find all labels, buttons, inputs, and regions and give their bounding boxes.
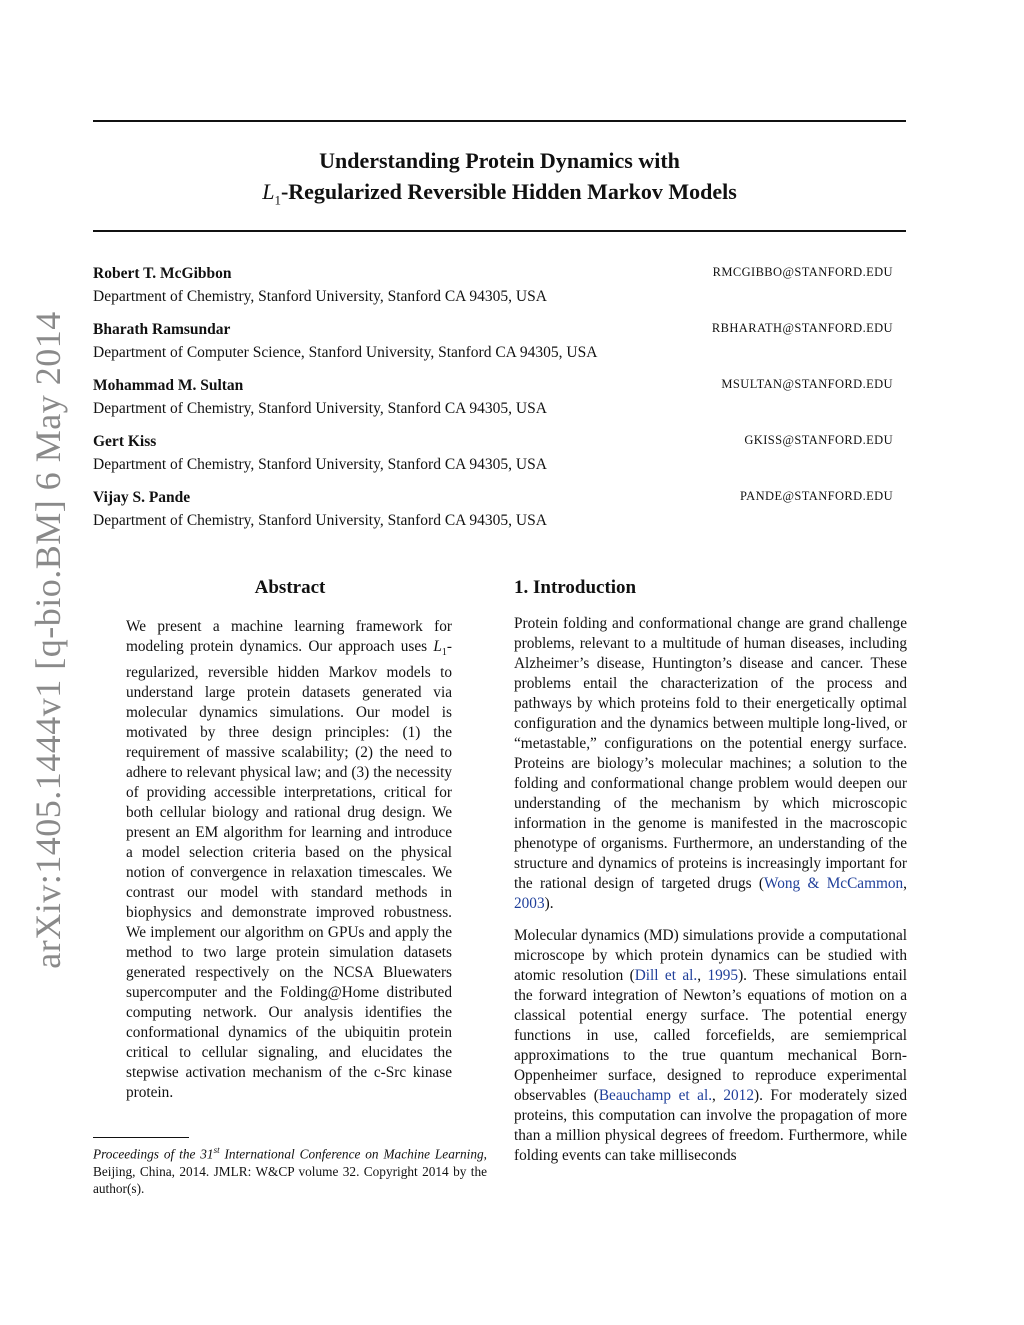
title-rule-bottom bbox=[93, 230, 906, 232]
intro-p1-text: Protein folding and conformational change are grand challenge problems, relevant to a multitude of human diseases, including Alzheimer’s disease, Huntington’s disease and cancer. These problems entail the characterization of the process and pathways by which proteins fold to their energetically optimal configuration and the dynamics between multiple long-lived, or “metastable,” configurations on the potential energy surface. Proteins are biology’s molecular machines; a solution to the folding and conformational change problem would deepen our understanding of the mechanism by which microscopic information in the genome is manifested in the macroscopic phenotype of organisms. Furthermore, an understanding of the structure and dynamics of proteins is increasingly important for the rational design of targeted drugs ( bbox=[514, 615, 907, 892]
author-affiliation: Department of Chemistry, Stanford University, Stanford CA 94305, USA bbox=[93, 288, 547, 305]
abstract-math-l: L bbox=[433, 638, 442, 655]
abstract-text-b: -regularized, reversible hidden Markov models to understand large protein datasets generated via molecular dynamics simulations. Our model is motivated by three design principles: (1) the requirement of massive scalability; (2) the need to adhere to relevant physical law; and (3) the necessity of providing accessible interpretations, critical for both cellular biology and rational drug design. We present an EM algorithm for learning and introduce a model selection criteria based on the physical notion of convergence in relaxation timescales. We contrast our model with standard methods in biophysics and demonstrate improved robustness. We implement our algorithm on GPUs and apply the method to two large protein simulation datasets generated respectively on the NCSA Bluewaters supercomputer and the Folding@Home distributed computing network. Our analysis identifies the conformational dynamics of the ubiquitin protein critical to cellular signaling, and elucidates the stepwise activation mechanism of the c-Src kinase protein. bbox=[126, 638, 452, 1102]
author-name: Robert T. McGibbon bbox=[93, 265, 232, 282]
abstract-heading: Abstract bbox=[254, 577, 326, 598]
citation-separator: , bbox=[697, 967, 708, 984]
citation-separator: , bbox=[712, 1087, 724, 1104]
author-affiliation: Department of Chemistry, Stanford University, Stanford CA 94305, USA bbox=[93, 400, 547, 417]
author-affiliation: Department of Chemistry, Stanford University, Stanford CA 94305, USA bbox=[93, 512, 547, 529]
author-block bbox=[93, 263, 893, 319]
author-block bbox=[93, 431, 893, 487]
introduction-heading: 1. Introduction bbox=[514, 577, 637, 598]
abstract-text bbox=[126, 617, 452, 1103]
author-name: Vijay S. Pande bbox=[93, 489, 191, 506]
introduction-paragraph-2 bbox=[514, 926, 907, 1166]
introduction-column bbox=[514, 574, 907, 1178]
intro-p2-a: Molecular dynamics (MD) simulations provide a computational microscope by which protein dynamics can be studied with atomic resolution ( bbox=[514, 927, 907, 984]
author-block bbox=[93, 319, 893, 375]
citation-link[interactable]: Wong & McCammon bbox=[764, 875, 904, 892]
citation-link[interactable]: Dill et al. bbox=[634, 967, 698, 984]
author-name: Gert Kiss bbox=[93, 433, 157, 450]
citation-separator: , bbox=[903, 875, 907, 892]
author-name: Bharath Ramsundar bbox=[93, 321, 231, 338]
author-email[interactable]: MSULTAN@STANFORD.EDU bbox=[721, 377, 893, 391]
abstract-column bbox=[93, 574, 487, 1103]
author-email[interactable]: RMCGIBBO@STANFORD.EDU bbox=[712, 265, 893, 279]
introduction-body bbox=[514, 614, 907, 1166]
footnote-venue-a: Proceedings of the bbox=[93, 1146, 201, 1162]
intro-p2-c: ). For moderately sized proteins, this computation can involve the propagation of more than a million physical degrees of freedom. Furthermore, while folding events can take milliseconds bbox=[514, 1087, 907, 1164]
title-line-2 bbox=[93, 176, 906, 215]
title-line-2-rest: -Regularized Reversible Hidden Markov Models bbox=[280, 179, 737, 204]
author-block bbox=[93, 487, 893, 543]
paper-title bbox=[93, 145, 906, 215]
title-math-sub: 1 bbox=[274, 192, 281, 208]
author-email[interactable]: RBHARATH@STANFORD.EDU bbox=[711, 321, 893, 335]
intro-p2-b: ). These simulations entail the forward integration of Newton’s equations of motion on a classical potential energy surface. The potential energy functions in use, called forcefields, are semiemprical approximations to the true quantum mechanical Born-Oppenheimer surface, designed to reproduce experimental observables ( bbox=[514, 967, 907, 1104]
introduction-paragraph-1 bbox=[514, 614, 907, 914]
citation-year-link[interactable]: 1995 bbox=[707, 967, 739, 984]
author-list bbox=[93, 263, 893, 543]
intro-p1-end: ). bbox=[544, 895, 554, 912]
author-block bbox=[93, 375, 893, 431]
citation-year-link[interactable]: 2003 bbox=[514, 895, 545, 912]
arxiv-stamp: arXiv:1405.1444v1 [q-bio.BM] 6 May 2014 bbox=[28, 311, 68, 969]
footnote-rest: , Beijing, China, 2014. JMLR: W&CP volume 32. Copyright 2014 by the author(s). bbox=[93, 1146, 487, 1197]
abstract-text-a: We present a machine learning framework for modeling protein dynamics. Our approach uses bbox=[126, 618, 452, 655]
title-line-1: Understanding Protein Dynamics with bbox=[319, 148, 680, 173]
author-affiliation: Department of Chemistry, Stanford University, Stanford CA 94305, USA bbox=[93, 456, 547, 473]
title-rule-top bbox=[93, 120, 906, 122]
citation-year-link[interactable]: 2012 bbox=[723, 1087, 754, 1104]
author-affiliation: Department of Computer Science, Stanford University, Stanford CA 94305, USA bbox=[93, 344, 598, 361]
abstract-math-sub: 1 bbox=[441, 647, 447, 659]
author-email[interactable]: GKISS@STANFORD.EDU bbox=[744, 433, 893, 447]
footnote-sup: st bbox=[213, 1145, 220, 1155]
title-math-l: L bbox=[262, 179, 275, 204]
footnote bbox=[93, 1137, 487, 1198]
author-email[interactable]: PANDE@STANFORD.EDU bbox=[739, 489, 893, 503]
footnote-venue-b: International Conference on Machine Learning bbox=[219, 1146, 484, 1162]
author-name: Mohammad M. Sultan bbox=[93, 377, 244, 394]
footnote-number: 31 bbox=[200, 1146, 214, 1162]
citation-link[interactable]: Beauchamp et al. bbox=[598, 1087, 713, 1104]
footnote-rule bbox=[93, 1137, 189, 1138]
